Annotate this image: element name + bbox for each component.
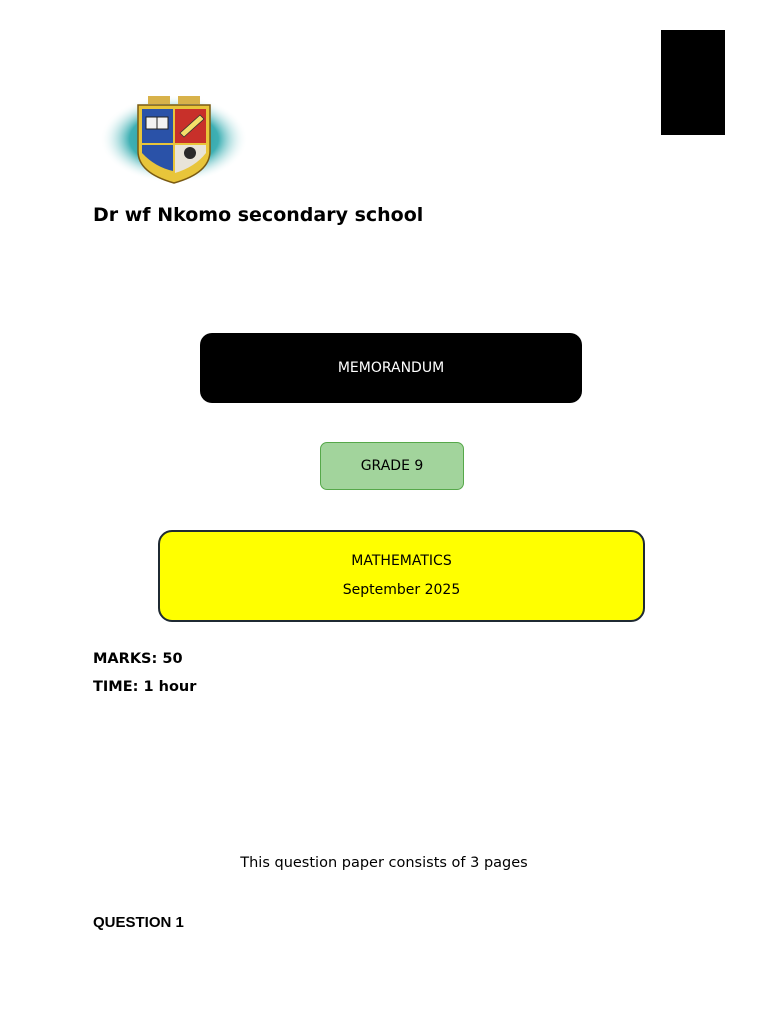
marks-value: 50 <box>162 651 183 667</box>
memorandum-label: MEMORANDUM <box>337 360 445 376</box>
school-crest-icon <box>100 93 248 185</box>
exam-date: September 2025 <box>342 582 461 598</box>
time-line <box>93 679 196 695</box>
time-label: TIME: <box>93 679 139 695</box>
grade-badge <box>320 442 464 490</box>
marks-label: MARKS: <box>93 651 158 667</box>
grade-label: GRADE 9 <box>360 458 424 474</box>
marks-line <box>93 651 183 667</box>
subject-banner <box>158 530 645 622</box>
time-value: 1 hour <box>143 679 197 695</box>
pages-note: This question paper consists of 3 pages <box>240 855 528 871</box>
memorandum-banner <box>200 333 582 403</box>
school-name: Dr wf Nkomo secondary school <box>93 204 424 226</box>
subject-label: MATHEMATICS <box>351 553 452 569</box>
black-redaction-block <box>661 30 725 135</box>
question-heading: QUESTION 1 <box>93 914 184 931</box>
